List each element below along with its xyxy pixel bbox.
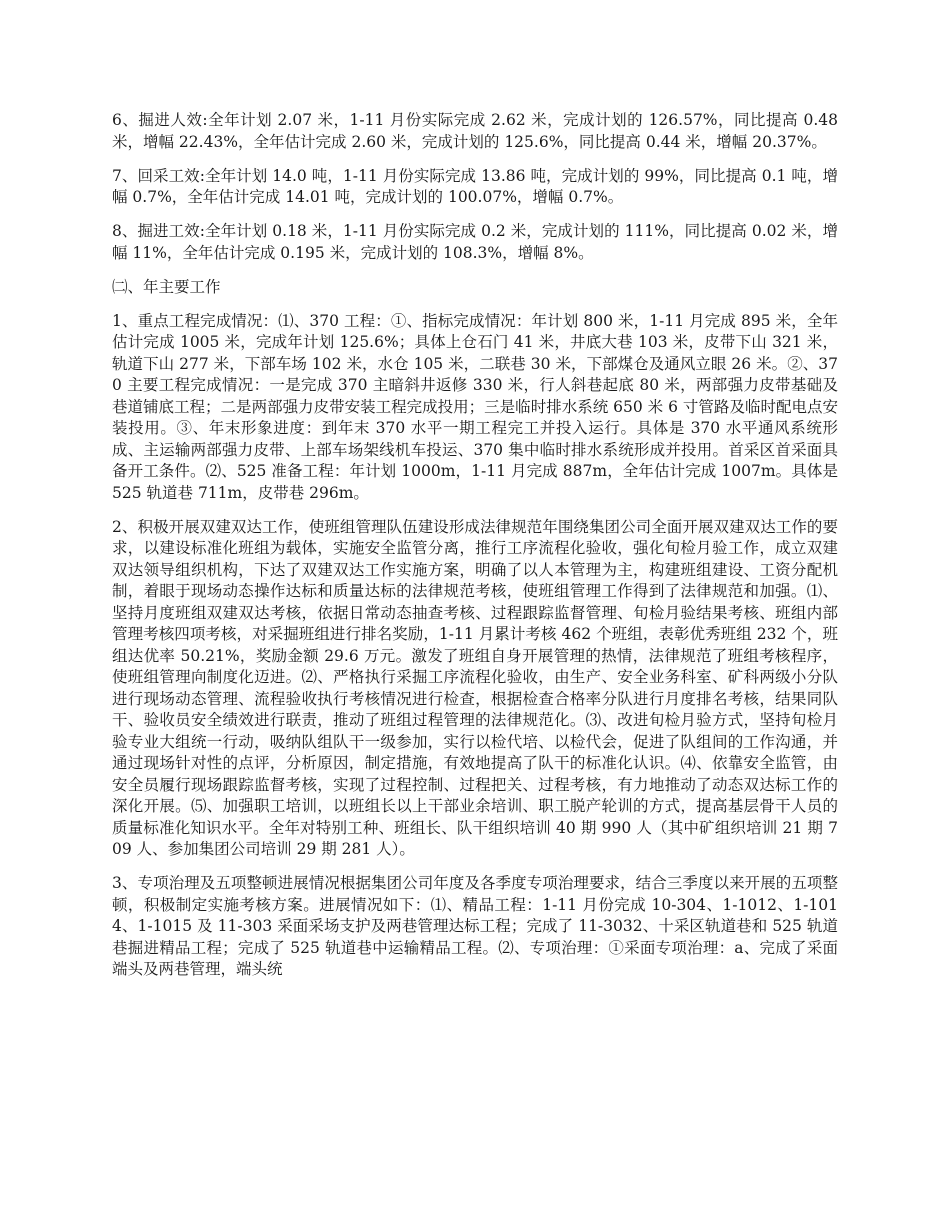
section-heading-annual-main-work: ㈡、年主要工作 xyxy=(112,277,221,296)
paragraph-digging-work-efficiency: 8、掘进工效:全年计划 0.18 米，1-11 月份实际完成 0.2 米，完成计划的 111%，同比提高 0.02 米，增幅 11%，全年估计完成 0.195 米，完成计划的 108.3%，增幅 8%。 xyxy=(112,222,838,262)
document-body xyxy=(112,110,838,993)
paragraph-special-governance: 3、专项治理及五项整顿进展情况根据集团公司年度及各季度专项治理要求，结合三季度以来开展的五项整顿，积极制定实施考核方案。进展情况如下：⑴、精品工程：1-11 月份完成 10-304、1-1012、1-1014、1-1015 及 11-303 采面采场支护及两巷管理达标工程；完成了 11-3032、十采区轨道巷和 525 轨道巷掘进精品工程；完成了 525 轨道巷中运输精品工程。⑵、专项治理：①采面专项治理：a、完成了采面端头及两巷管理，端头统 xyxy=(112,874,838,978)
paragraph-key-projects: 1、重点工程完成情况：⑴、370 工程：①、指标完成情况：年计划 800 米，1-11 月完成 895 米，全年估计完成 1005 米，完成年计划 125.6%；具体上仓石门 41 米，井底大巷 103 米，皮带下山 321 米，轨道下山 277 米，下部车场 102 米，水仓 105 米，二联巷 30 米，下部煤仓及通风立眼 26 米。②、370 主要工程完成情况：一是完成 370 主暗斜井返修 330 米，行人斜巷起底 80 米，两部强力皮带基础及巷道铺底工程；二是两部强力皮带安装工程完成投用；三是临时排水系统 650 米 6 寸管路及临时配电点安装投用。③、年末形象进度：到年末 370 水平一期工程完工并投入运行。具体是 370 水平通风系统形成、主运输两部强力皮带、上部车场架线机车投运、370 集中临时排水系统形成并投用。首采区首采面具备开工条件。⑵、525 准备工程：年计划 1000m，1-11 月完成 887m，全年估计完成 1007m。具体是 525 轨道巷 711m，皮带巷 296m。 xyxy=(112,311,838,502)
paragraph-mining-work-efficiency: 7、回采工效:全年计划 14.0 吨，1-11 月份实际完成 13.86 吨，完成计划的 99%，同比提高 0.1 吨，增幅 0.7%，全年估计完成 14.01 吨，完成计划的 100.07%，增幅 0.7%。 xyxy=(112,166,838,206)
paragraph-double-build-double-reach: 2、积极开展双建双达工作，使班组管理队伍建设形成法律规范年围绕集团公司全面开展双建双达工作的要求，以建设标准化班组为载体，实施安全监管分离，推行工序流程化验收，强化旬检月验工作，成立双建双达领导组织机构，下达了双建双达工作实施方案，明确了以人本管理为主，构建班组建设、工资分配机制，着眼于现场动态操作达标和质量达标的法律规范考核，使班组管理工作得到了法律规范和加强。⑴、坚持月度班组双建双达考核，依据日常动态抽查考核、过程跟踪监督管理、旬检月验结果考核、班组内部管理考核四项考核，对采掘班组进行排名奖励，1-11 月累计考核 462 个班组，表彰优秀班组 232 个，班组达优率 50.21%，奖励金额 29.6 万元。激发了班组自身开展管理的热情，法律规范了班组考核程序，使班组管理向制度化迈进。⑵、严格执行采掘工序流程化验收，由生产、安全业务科室、矿科两级小分队进行现场动态管理、流程验收执行考核情况进行检查，根据检查合格率分队进行月度排名考核，结果同队干、验收员安全绩效进行联责，推动了班组过程管理的法律规范化。⑶、改进旬检月验方式，坚持旬检月验专业大组统一行动，吸纳队组队干一级参加，实行以检代培、以检代会，促进了队组间的工作沟通，并通过现场针对性的点评，分析原因，制定措施，有效地提高了队干的标准化认识。⑷、依靠安全监管，由安全员履行现场跟踪监督考核，实现了过程控制、过程把关、过程考核，有力地推动了动态双达标工作的深化开展。⑸、加强职工培训，以班组长以上干部业余培训、职工脱产轮训的方式，提高基层骨干人员的质量标准化知识水平。全年对特别工种、班组长、队干组织培训 40 期 990 人（其中矿组织培训 21 期 709 人、参加集团公司培训 29 期 281 人）。 xyxy=(112,517,838,858)
paragraph-digging-efficiency-per-person: 6、掘进人效:全年计划 2.07 米，1-11 月份实际完成 2.62 米，完成计划的 126.57%，同比提高 0.48 米，增幅 22.43%，全年估计完成 2.60 米，完成计划的 125.6%，同比提高 0.44 米，增幅 20.37%。 xyxy=(112,111,838,151)
